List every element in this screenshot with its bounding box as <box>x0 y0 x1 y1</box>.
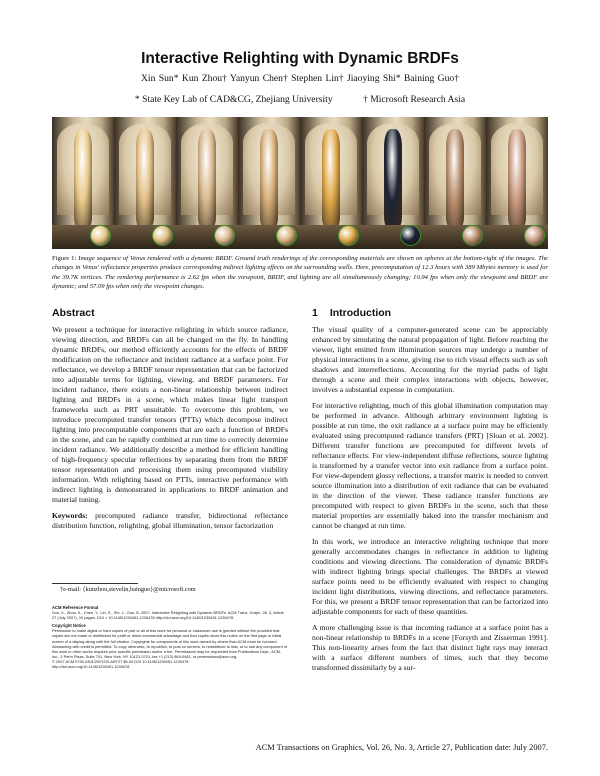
author-list: Xin Sun* Kun Zhou† Yanyun Chen† Stephen Lin† Jiaoying Shi* Baining Guo† <box>140 73 459 84</box>
acm-ref-text: Sun, X., Zhou, K., Chen, Y., Lin, S., Shi, J., Guo, B. 2007. Interactive Relighting with Dynamic BRDFs. ACM Trans. Graph. 26, 3, Article 27 (July 2007), 10 pages. DOI = 10.1145/1239451.1239478 http://doi.acm.org/10.1145/1239451.1239478. <box>52 610 284 621</box>
venus-statue <box>446 129 463 227</box>
material-sphere <box>152 225 173 246</box>
venus-render-6 <box>362 117 424 249</box>
affiliations <box>0 94 600 105</box>
intro-paragraph: For interactive relighting, much of this global illumination computation may be performed in advance. Although arbitrary environment lighting is possible at run time, the exit radiance at a surface point may be efficiently evaluated using precomputed radiance transfers (PRT) [Sloan et al. 2002]. Different transfer functions are precomputed for different levels of reflectance effects. For view-independent diffuse reflections, source lighting is transformed by a transfer vector into exit radiance from a surface point. For view-dependent glossy reflections, a transfer matrix is needed to convert source illumination into a distribution of exit radiance that can be evaluated in the direction of the viewer. These radiance transfer functions are precomputed with respect to given BRDFs in the scene, such that these material properties are essentially baked into the transfer mechanism and cannot be changed at run time. <box>312 401 548 530</box>
material-sphere <box>90 225 111 246</box>
intro-heading <box>312 307 548 319</box>
abstract-heading: Abstract <box>52 307 95 319</box>
material-sphere <box>276 225 297 246</box>
material-sphere <box>338 225 359 246</box>
venus-render-7 <box>424 117 486 249</box>
venus-statue <box>198 129 215 227</box>
teaser-figure <box>52 117 548 249</box>
material-sphere <box>524 225 545 246</box>
journal-footer: ACM Transactions on Graphics, Vol. 26, No. 3, Article 27, Publication date: July 2007. <box>255 743 548 752</box>
copyright-heading: Copyright Notice <box>52 623 86 629</box>
acm-ref-heading: ACM Reference Format <box>52 605 99 610</box>
email-footnote: †e-mail: {kunzhou,stevelin,bainguo}@microsoft.com <box>60 586 196 593</box>
venus-statue <box>260 129 277 227</box>
venus-statue <box>384 129 401 227</box>
figure-caption-text: Image sequence of Venus rendered with a dynamic BRDF. Ground truth renderings of the corresponding materials are shown on spheres at the bottom-right of the images. The changes in Venus' reflectance properties produce corresponding indirect lighting effects on the surrounding walls. Here, precomputation of 12.3 hours with 389 Mbytes memory is used for the 39.7K vertices. The rendering performance is 2.62 fps when the viewpoint, BRDF, and lighting are all simultaneously changing; 10.94 fps when only the viewpoint and BRDF are dynamic; and 57.09 fps when only the viewpoint changes. <box>52 255 548 290</box>
left-column <box>52 307 288 537</box>
venus-statue <box>322 129 339 227</box>
right-column <box>312 307 548 679</box>
acm-reference-block <box>52 605 288 672</box>
venus-statue <box>74 129 91 227</box>
venus-render-5 <box>300 117 362 249</box>
venus-render-4 <box>238 117 300 249</box>
intro-paragraph: A more challenging issue is that incoming radiance at a surface point has a non-linear relationship to BRDFs in a scene [Forsyth and Zisserman 1991]. This non-linearity arises from the fact that distinct light rays may interact with a surface different numbers of times, such that they become transformed dissimilarly by a sur- <box>312 623 548 672</box>
venus-statue <box>508 129 525 227</box>
figure-label: Figure 1: <box>52 255 77 262</box>
copyright-text: Permission to make digital or hard copies of part or all of this work for personal or classroom use is granted without fee provided that copies are not made or distributed for profit or direct commercial advantage and that copies show this notice on the first page or initial screen of a display along with the full citation. Copyrights for components of this work owned by others than ACM must be honored. Abstracting with credit is permitted. To copy otherwise, to republish, to post on servers, to redistribute to lists, or to use any component of this work in other works requires prior specific permission and/or a fee. Permissions may be requested from Publications Dept., ACM, Inc., 2 Penn Plaza, Suite 701, New York, NY 10121-0701, fax +1 (212) 869-0481, or permissions@acm.org. <box>52 628 287 659</box>
material-sphere <box>214 225 235 246</box>
venus-statue <box>136 129 153 227</box>
material-sphere <box>400 225 421 246</box>
venus-render-1 <box>52 117 114 249</box>
copyright-line: © 2007 ACM 0730-0301/2007/03-ART27 $5.00 DOI 10.1145/1239451.1239478 <box>52 658 189 664</box>
intro-paragraph: In this work, we introduce an interactive relighting technique that more generally accommodates changes in reflectance in addition to lighting conditions and viewing directions. The consideration of dynamic BRDFs with indirect lighting brings special challenges. The BRDFs at viewed surface points need to be efficiently evaluated with respect to changing incident light distributions, viewing directions, and reflectance parameters. For this, we present a BRDF tensor representation that can be factorized into adjustable components for each of these quantities. <box>312 537 548 616</box>
keywords <box>52 511 288 531</box>
affiliation-msra: † Microsoft Research Asia <box>363 94 466 105</box>
keywords-text: precomputed radiance transfer, bidirectional reflectance distribution function, relighting, global illumination, tensor factorization <box>52 511 288 530</box>
venus-render-3 <box>176 117 238 249</box>
paper-title: Interactive Relighting with Dynamic BRDFs <box>141 50 459 67</box>
keywords-label: Keywords: <box>52 511 88 520</box>
footnote-divider <box>52 583 138 584</box>
abstract-text: We present a technique for interactive relighting in which source radiance, viewing direction, and BRDFs can all be changed on the fly. In handling dynamic BRDFs, our method efficiently accounts for the effects of BRDF modification on the reflectance and incident radiance at a surface point. For reflectance, we develop a BRDF tensor representation that can be factorized into adjustable terms for lighting, viewing, and BRDF parameters. For incident radiance, there exists a non-linear relationship between indirect lighting and BRDFs in a scene, which makes linear light transport frameworks such as PRT unsuitable. To overcome this problem, we introduce precomputed transfer tensors (PTTs) which decompose indirect lighting into precomputable components that are each a function of BRDFs in the scene, and can be rapidly combined at run time to correctly determine incident radiance. We additionally describe a method for efficient handling of high-frequency specular reflections by separating them from the BRDF tensor representation and processing them using precomputed visibility information. With relighting based on PTTs, interactive performance with indirect lighting is demonstrated in applications to BRDF animation and material tuning. <box>52 325 288 504</box>
figure-caption <box>52 254 548 291</box>
venus-render-8 <box>486 117 548 249</box>
material-sphere <box>462 225 483 246</box>
section-title: Introduction <box>329 307 392 319</box>
affiliation-zju: * State Key Lab of CAD&CG, Zhejiang University <box>134 94 333 105</box>
doi-link[interactable]: http://doi.acm.org/10.1145/1239451.1239478 <box>52 664 130 670</box>
venus-render-2 <box>114 117 176 249</box>
section-number: 1 <box>312 307 318 319</box>
intro-paragraph: The visual quality of a computer-generated scene can be appreciably enhanced by simulating the natural propagation of light. Before reaching the viewer, light emitted from illumination sources may undergo a number of physical interactions in a scene, giving rise to rich visual effects such as soft shadows and interreflections. Accounting for the myriad paths of light through a scene and their complex interactions with objects, however, involves a substantial expense in computation. <box>312 325 548 394</box>
